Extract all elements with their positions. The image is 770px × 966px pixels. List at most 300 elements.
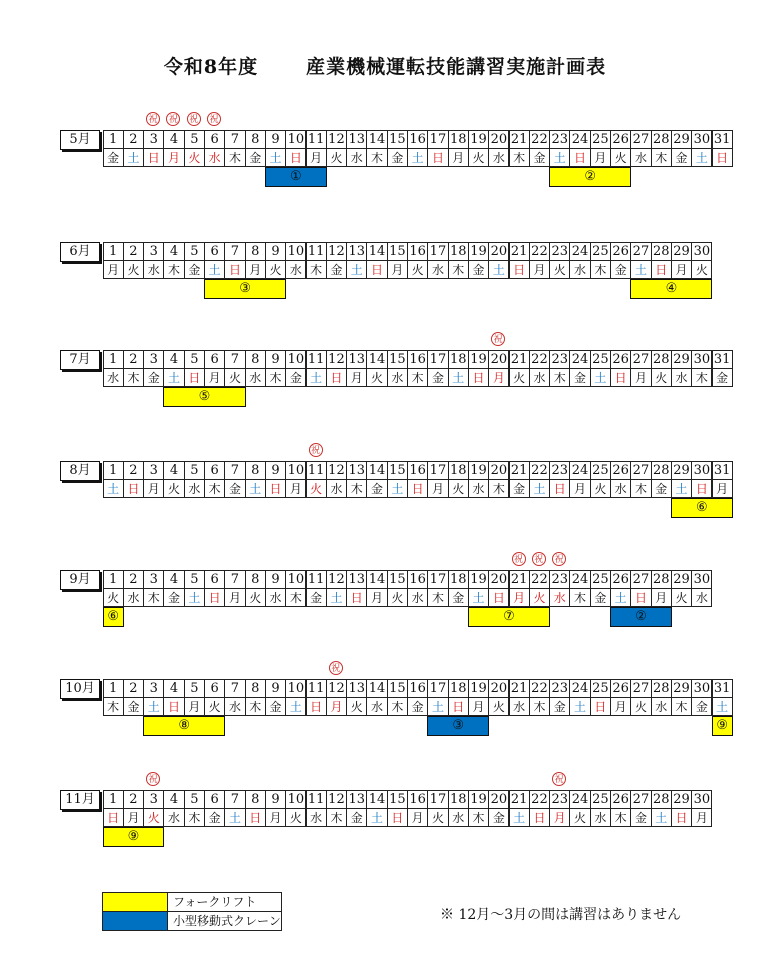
weekday-cell: 水 <box>285 260 306 279</box>
weekday-cell: 火 <box>549 260 570 279</box>
day-number: 5 <box>184 461 205 480</box>
day-number: 21 <box>509 350 530 369</box>
day-number: 6 <box>204 679 225 698</box>
weekday-cell: 水 <box>123 588 144 607</box>
weekday-cell: 土 <box>488 260 509 279</box>
weekday-cell: 日 <box>326 368 347 387</box>
day-number: 27 <box>630 679 651 698</box>
weekday-cell: 火 <box>468 148 489 167</box>
weekday-cell: 火 <box>651 368 672 387</box>
day-number: 8 <box>245 679 266 698</box>
weekday-cell: 火 <box>204 697 225 716</box>
weekday-cell: 月 <box>590 148 611 167</box>
weekday-cell: 木 <box>569 588 590 607</box>
day-number: 6 <box>204 790 225 809</box>
day-number: 18 <box>448 679 469 698</box>
day-number: 18 <box>448 350 469 369</box>
day-number: 10 <box>285 679 306 698</box>
day-number: 14 <box>366 790 387 809</box>
weekday-cell: 土 <box>306 368 327 387</box>
weekday-cell: 日 <box>103 808 124 827</box>
weekday-cell: 火 <box>326 148 347 167</box>
day-number: 10 <box>285 242 306 261</box>
weekday-cell: 火 <box>509 368 530 387</box>
day-number: 29 <box>671 350 692 369</box>
holiday-mark: 祝 <box>552 552 566 566</box>
day-number: 10 <box>285 350 306 369</box>
weekday-cell: 水 <box>691 588 712 607</box>
day-number: 22 <box>529 130 550 149</box>
weekday-cell: 水 <box>184 479 205 498</box>
day-number: 23 <box>549 790 570 809</box>
forklift-session-bar: ③ <box>204 279 286 299</box>
day-number: 27 <box>630 570 651 589</box>
weekday-cell: 木 <box>468 808 489 827</box>
day-number: 27 <box>630 242 651 261</box>
weekday-cell: 火 <box>407 260 428 279</box>
weekday-cell: 日 <box>163 697 184 716</box>
forklift-session-bar: ② <box>549 167 631 187</box>
weekday-cell: 火 <box>306 479 327 498</box>
weekday-cell: 金 <box>712 368 733 387</box>
day-number: 6 <box>204 350 225 369</box>
day-number: 11 <box>306 130 327 149</box>
day-number: 18 <box>448 130 469 149</box>
weekday-cell: 木 <box>143 588 164 607</box>
weekday-cell: 日 <box>569 148 590 167</box>
weekday-cell: 土 <box>123 148 144 167</box>
weekday-cell: 月 <box>468 697 489 716</box>
legend-label-forklift: フォークリフト <box>173 895 257 909</box>
weekday-cell: 金 <box>407 697 428 716</box>
day-number: 2 <box>123 461 144 480</box>
day-number: 24 <box>569 461 590 480</box>
day-number: 13 <box>346 570 367 589</box>
day-number: 16 <box>407 679 428 698</box>
weekday-cell: 金 <box>691 697 712 716</box>
day-number: 12 <box>326 130 347 149</box>
day-number: 1 <box>103 242 124 261</box>
day-number: 20 <box>488 679 509 698</box>
day-number: 1 <box>103 350 124 369</box>
weekday-cell: 木 <box>671 697 692 716</box>
day-number: 21 <box>509 242 530 261</box>
holiday-mark: 祝 <box>491 332 505 346</box>
day-number: 1 <box>103 461 124 480</box>
weekday-cell: 月 <box>204 368 225 387</box>
day-number: 28 <box>651 350 672 369</box>
day-number: 29 <box>671 790 692 809</box>
weekday-cell: 日 <box>488 588 509 607</box>
day-number: 3 <box>143 130 164 149</box>
day-number: 26 <box>610 570 631 589</box>
day-number: 7 <box>224 242 245 261</box>
weekday-cell: 水 <box>488 148 509 167</box>
day-number: 31 <box>712 461 733 480</box>
weekday-cell: 月 <box>712 479 733 498</box>
weekday-cell: 水 <box>671 368 692 387</box>
day-number: 11 <box>306 790 327 809</box>
day-number: 14 <box>366 350 387 369</box>
weekday-cell: 日 <box>346 588 367 607</box>
weekday-cell: 火 <box>610 148 631 167</box>
day-number: 7 <box>224 461 245 480</box>
day-number: 9 <box>265 790 286 809</box>
weekday-cell: 水 <box>651 697 672 716</box>
weekday-cell: 金 <box>590 588 611 607</box>
weekday-cell: 日 <box>387 808 408 827</box>
weekday-cell: 月 <box>671 260 692 279</box>
day-number: 5 <box>184 350 205 369</box>
day-number: 2 <box>123 242 144 261</box>
day-number: 17 <box>427 130 448 149</box>
day-number: 22 <box>529 461 550 480</box>
day-number: 23 <box>549 130 570 149</box>
day-number: 11 <box>306 461 327 480</box>
weekday-cell: 月 <box>488 368 509 387</box>
day-number: 15 <box>387 679 408 698</box>
weekday-cell: 火 <box>671 588 692 607</box>
day-number: 20 <box>488 461 509 480</box>
weekday-cell: 火 <box>163 479 184 498</box>
weekday-cell: 木 <box>265 368 286 387</box>
weekday-cell: 火 <box>245 588 266 607</box>
weekday-cell: 金 <box>103 148 124 167</box>
day-number: 16 <box>407 242 428 261</box>
day-number: 11 <box>306 570 327 589</box>
day-number: 5 <box>184 130 205 149</box>
weekday-cell: 日 <box>549 479 570 498</box>
weekday-cell: 水 <box>448 808 469 827</box>
weekday-cell: 月 <box>143 479 164 498</box>
weekday-cell: 土 <box>590 368 611 387</box>
weekday-cell: 月 <box>285 479 306 498</box>
holiday-mark: 祝 <box>146 772 160 786</box>
weekday-cell: 月 <box>103 260 124 279</box>
day-number: 10 <box>285 790 306 809</box>
weekday-cell: 木 <box>509 148 530 167</box>
weekday-cell: 木 <box>306 260 327 279</box>
weekday-cell: 木 <box>103 697 124 716</box>
weekday-cell: 土 <box>387 479 408 498</box>
day-number: 16 <box>407 790 428 809</box>
day-number: 26 <box>610 130 631 149</box>
weekday-cell: 月 <box>224 588 245 607</box>
day-number: 6 <box>204 242 225 261</box>
day-number: 30 <box>691 570 712 589</box>
legend-swatch-crane <box>103 912 168 930</box>
day-number: 24 <box>569 679 590 698</box>
weekday-cell: 月 <box>651 588 672 607</box>
weekday-cell: 木 <box>184 808 205 827</box>
day-number: 28 <box>651 461 672 480</box>
weekday-cell: 土 <box>184 588 205 607</box>
day-number: 3 <box>143 242 164 261</box>
day-number: 30 <box>691 242 712 261</box>
day-number: 9 <box>265 350 286 369</box>
holiday-mark: 祝 <box>532 552 546 566</box>
day-number: 3 <box>143 679 164 698</box>
day-number: 4 <box>163 570 184 589</box>
weekday-cell: 水 <box>103 368 124 387</box>
day-number: 20 <box>488 350 509 369</box>
month-label: 6月 <box>60 242 100 262</box>
weekday-cell: 木 <box>326 808 347 827</box>
day-number: 7 <box>224 130 245 149</box>
weekday-cell: 木 <box>123 368 144 387</box>
day-number: 15 <box>387 242 408 261</box>
day-number: 2 <box>123 570 144 589</box>
day-number: 12 <box>326 350 347 369</box>
day-number: 8 <box>245 461 266 480</box>
day-number: 23 <box>549 242 570 261</box>
plan-title: 産業機械運転技能講習実施計画表 <box>306 56 607 78</box>
day-number: 12 <box>326 679 347 698</box>
day-number: 3 <box>143 350 164 369</box>
weekday-cell: 土 <box>224 808 245 827</box>
holiday-mark: 祝 <box>552 772 566 786</box>
crane-session-bar: ② <box>610 607 672 627</box>
day-number: 14 <box>366 679 387 698</box>
weekday-cell: 木 <box>366 148 387 167</box>
day-number: 24 <box>569 242 590 261</box>
day-number: 13 <box>346 242 367 261</box>
weekday-cell: 火 <box>448 479 469 498</box>
day-number: 5 <box>184 790 205 809</box>
day-number: 25 <box>590 461 611 480</box>
weekday-cell: 水 <box>366 697 387 716</box>
weekday-cell: 日 <box>366 260 387 279</box>
weekday-cell: 日 <box>306 697 327 716</box>
weekday-cell: 土 <box>630 260 651 279</box>
day-number: 28 <box>651 570 672 589</box>
day-number: 30 <box>691 350 712 369</box>
legend-row-forklift <box>102 892 282 912</box>
day-number: 6 <box>204 461 225 480</box>
weekday-cell: 土 <box>509 808 530 827</box>
weekday-cell: 金 <box>184 260 205 279</box>
weekday-cell: 金 <box>387 148 408 167</box>
weekday-cell: 水 <box>509 697 530 716</box>
weekday-cell: 土 <box>143 697 164 716</box>
weekday-cell: 金 <box>285 368 306 387</box>
weekday-cell: 月 <box>630 368 651 387</box>
crane-session-bar: ③ <box>427 716 489 736</box>
weekday-cell: 土 <box>265 148 286 167</box>
day-number: 11 <box>306 242 327 261</box>
day-number: 8 <box>245 570 266 589</box>
weekday-cell: 土 <box>163 368 184 387</box>
day-number: 18 <box>448 242 469 261</box>
weekday-cell: 土 <box>427 697 448 716</box>
day-number: 9 <box>265 461 286 480</box>
weekday-cell: 金 <box>326 260 347 279</box>
weekday-cell: 日 <box>265 479 286 498</box>
weekday-cell: 水 <box>204 148 225 167</box>
day-number: 18 <box>448 790 469 809</box>
day-number: 31 <box>712 350 733 369</box>
day-number: 16 <box>407 570 428 589</box>
weekday-cell: 木 <box>488 479 509 498</box>
day-number: 23 <box>549 350 570 369</box>
weekday-cell: 月 <box>123 808 144 827</box>
day-number: 9 <box>265 679 286 698</box>
weekday-cell: 水 <box>163 808 184 827</box>
weekday-cell: 火 <box>123 260 144 279</box>
weekday-cell: 月 <box>569 479 590 498</box>
day-number: 25 <box>590 350 611 369</box>
weekday-cell: 土 <box>691 148 712 167</box>
weekday-cell: 日 <box>630 588 651 607</box>
forklift-session-bar: ⑥ <box>671 498 733 518</box>
day-number: 2 <box>123 790 144 809</box>
day-number: 10 <box>285 570 306 589</box>
day-number: 25 <box>590 790 611 809</box>
weekday-cell: 金 <box>265 697 286 716</box>
day-number: 13 <box>346 461 367 480</box>
legend-swatch-forklift <box>103 893 168 911</box>
weekday-cell: 日 <box>285 148 306 167</box>
weekday-cell: 日 <box>691 479 712 498</box>
day-number: 23 <box>549 461 570 480</box>
weekday-cell: 金 <box>306 588 327 607</box>
weekday-cell: 木 <box>590 260 611 279</box>
weekday-cell: 日 <box>184 368 205 387</box>
weekday-cell: 土 <box>468 588 489 607</box>
weekday-cell: 月 <box>610 697 631 716</box>
weekday-cell: 月 <box>346 368 367 387</box>
weekday-cell: 月 <box>326 697 347 716</box>
weekday-cell: 木 <box>346 479 367 498</box>
weekday-cell: 日 <box>590 697 611 716</box>
weekday-cell: 金 <box>671 148 692 167</box>
weekday-cell: 水 <box>387 368 408 387</box>
weekday-cell: 月 <box>245 260 266 279</box>
weekday-cell: 土 <box>448 368 469 387</box>
weekday-cell: 金 <box>488 808 509 827</box>
day-number: 13 <box>346 350 367 369</box>
weekday-cell: 火 <box>366 368 387 387</box>
day-number: 19 <box>468 461 489 480</box>
day-number: 26 <box>610 461 631 480</box>
day-number: 26 <box>610 350 631 369</box>
weekday-cell: 火 <box>346 697 367 716</box>
weekday-cell: 木 <box>407 368 428 387</box>
forklift-session-bar: ⑨ <box>103 827 165 847</box>
weekday-cell: 木 <box>691 368 712 387</box>
day-number: 21 <box>509 130 530 149</box>
month-label: 10月 <box>60 679 100 699</box>
day-number: 15 <box>387 130 408 149</box>
weekday-cell: 火 <box>529 588 550 607</box>
weekday-cell: 日 <box>204 588 225 607</box>
weekday-cell: 月 <box>448 148 469 167</box>
day-number: 27 <box>630 790 651 809</box>
day-number: 26 <box>610 790 631 809</box>
month-label: 9月 <box>60 570 100 590</box>
day-number: 13 <box>346 130 367 149</box>
weekday-cell: 金 <box>549 697 570 716</box>
weekday-cell: 火 <box>224 368 245 387</box>
weekday-cell: 木 <box>651 148 672 167</box>
day-number: 7 <box>224 570 245 589</box>
weekday-cell: 日 <box>651 260 672 279</box>
weekday-cell: 土 <box>285 697 306 716</box>
day-number: 2 <box>123 350 144 369</box>
day-number: 4 <box>163 350 184 369</box>
weekday-cell: 木 <box>427 588 448 607</box>
weekday-cell: 火 <box>427 808 448 827</box>
day-number: 22 <box>529 679 550 698</box>
day-number: 24 <box>569 790 590 809</box>
forklift-session-bar: ⑦ <box>468 607 550 627</box>
day-number: 4 <box>163 130 184 149</box>
day-number: 22 <box>529 790 550 809</box>
forklift-session-bar: ④ <box>630 279 712 299</box>
weekday-cell: 金 <box>610 260 631 279</box>
weekday-cell: 土 <box>326 588 347 607</box>
weekday-cell: 日 <box>509 260 530 279</box>
holiday-mark: 祝 <box>309 443 323 457</box>
weekday-cell: 木 <box>285 588 306 607</box>
day-number: 19 <box>468 679 489 698</box>
day-number: 19 <box>468 242 489 261</box>
day-number: 26 <box>610 679 631 698</box>
weekday-cell: 土 <box>549 148 570 167</box>
weekday-cell: 土 <box>245 479 266 498</box>
day-number: 4 <box>163 790 184 809</box>
weekday-cell: 土 <box>366 808 387 827</box>
day-number: 17 <box>427 242 448 261</box>
day-number: 20 <box>488 570 509 589</box>
day-number: 20 <box>488 242 509 261</box>
weekday-cell: 土 <box>712 697 733 716</box>
weekday-cell: 火 <box>590 479 611 498</box>
day-number: 19 <box>468 790 489 809</box>
weekday-cell: 木 <box>529 697 550 716</box>
day-number: 9 <box>265 570 286 589</box>
weekday-cell: 月 <box>163 148 184 167</box>
weekday-cell: 日 <box>712 148 733 167</box>
weekday-cell: 金 <box>366 479 387 498</box>
day-number: 30 <box>691 790 712 809</box>
day-number: 13 <box>346 679 367 698</box>
day-number: 5 <box>184 570 205 589</box>
weekday-cell: 土 <box>346 260 367 279</box>
day-number: 12 <box>326 461 347 480</box>
day-number: 29 <box>671 679 692 698</box>
day-number: 3 <box>143 790 164 809</box>
forklift-session-bar: ⑨ <box>712 716 733 736</box>
holiday-mark: 祝 <box>146 112 160 126</box>
weekday-cell: 木 <box>224 148 245 167</box>
weekday-cell: 土 <box>529 479 550 498</box>
day-number: 14 <box>366 242 387 261</box>
weekday-cell: 火 <box>265 260 286 279</box>
day-number: 27 <box>630 350 651 369</box>
day-number: 11 <box>306 350 327 369</box>
weekday-cell: 金 <box>163 588 184 607</box>
weekday-cell: 金 <box>529 148 550 167</box>
day-number: 20 <box>488 130 509 149</box>
day-number: 7 <box>224 790 245 809</box>
weekday-cell: 土 <box>407 148 428 167</box>
day-number: 4 <box>163 461 184 480</box>
day-number: 15 <box>387 350 408 369</box>
day-number: 9 <box>265 242 286 261</box>
day-number: 15 <box>387 570 408 589</box>
month-label: 11月 <box>60 790 100 810</box>
